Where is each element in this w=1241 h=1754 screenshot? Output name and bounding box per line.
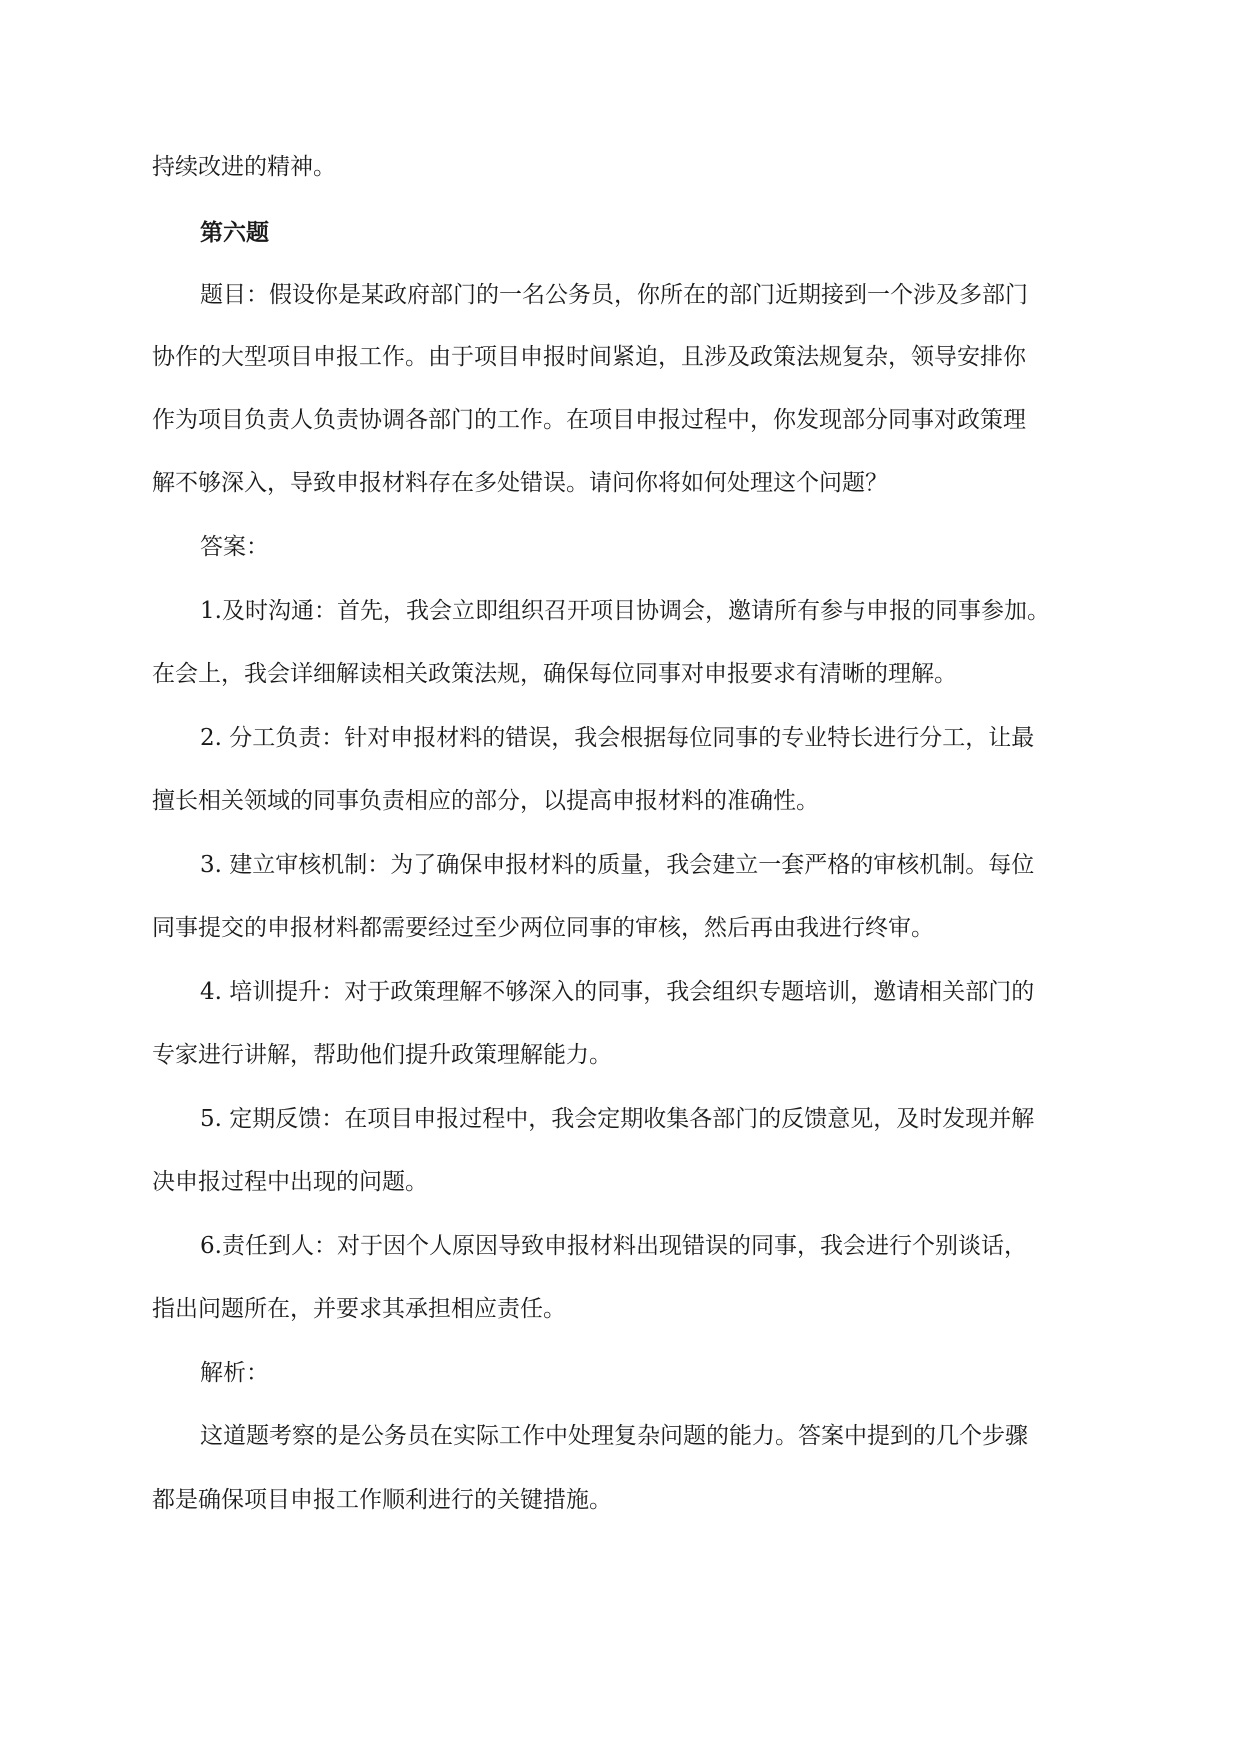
answer-item-line: 6.责任到人：对于因个人原因导致申报材料出现错误的同事，我会进行个别谈话， <box>200 1233 1027 1259</box>
analysis-text-line: 这道题考察的是公务员在实际工作中处理复杂问题的能力。答案中提到的几个步骤 <box>200 1423 1028 1449</box>
answer-item-line: 专家进行讲解，帮助他们提升政策理解能力。 <box>152 1042 612 1068</box>
answer-item-line: 在会上，我会详细解读相关政策法规，确保每位同事对申报要求有清晰的理解。 <box>152 661 957 687</box>
answer-item-line: 1.及时沟通：首先，我会立即组织召开项目协调会，邀请所有参与申报的同事参加。 <box>200 598 1050 624</box>
analysis-label: 解析： <box>200 1360 269 1386</box>
question-text-line: 作为项目负责人负责协调各部门的工作。在项目申报过程中，你发现部分同事对政策理 <box>152 407 1026 433</box>
question-text-line: 协作的大型项目申报工作。由于项目申报时间紧迫，且涉及政策法规复杂，领导安排你 <box>152 344 1026 370</box>
analysis-text-line: 都是确保项目申报工作顺利进行的关键措施。 <box>152 1487 612 1513</box>
question-text-line: 题目：假设你是某政府部门的一名公务员，你所在的部门近期接到一个涉及多部门 <box>200 282 1028 308</box>
answer-item-line: 指出问题所在，并要求其承担相应责任。 <box>152 1296 566 1322</box>
paragraph-continuation: 持续改进的精神。 <box>152 154 336 180</box>
answer-item-line: 擅长相关领域的同事负责相应的部分，以提高申报材料的准确性。 <box>152 788 819 814</box>
answer-item-line: 决申报过程中出现的问题。 <box>152 1169 428 1195</box>
answer-item-line: 4. 培训提升：对于政策理解不够深入的同事，我会组织专题培训，邀请相关部门的 <box>200 979 1035 1005</box>
answer-item-line: 2. 分工负责：针对申报材料的错误，我会根据每位同事的专业特长进行分工，让最 <box>200 725 1035 751</box>
answer-item-line: 同事提交的申报材料都需要经过至少两位同事的审核，然后再由我进行终审。 <box>152 915 934 941</box>
answer-label: 答案： <box>200 534 269 560</box>
answer-item-line: 3. 建立审核机制：为了确保申报材料的质量，我会建立一套严格的审核机制。每位 <box>200 852 1035 878</box>
question-text-line: 解不够深入，导致申报材料存在多处错误。请问你将如何处理这个问题？ <box>152 470 888 496</box>
question-heading: 第六题 <box>200 219 269 246</box>
answer-item-line: 5. 定期反馈：在项目申报过程中，我会定期收集各部门的反馈意见，及时发现并解 <box>200 1106 1035 1132</box>
